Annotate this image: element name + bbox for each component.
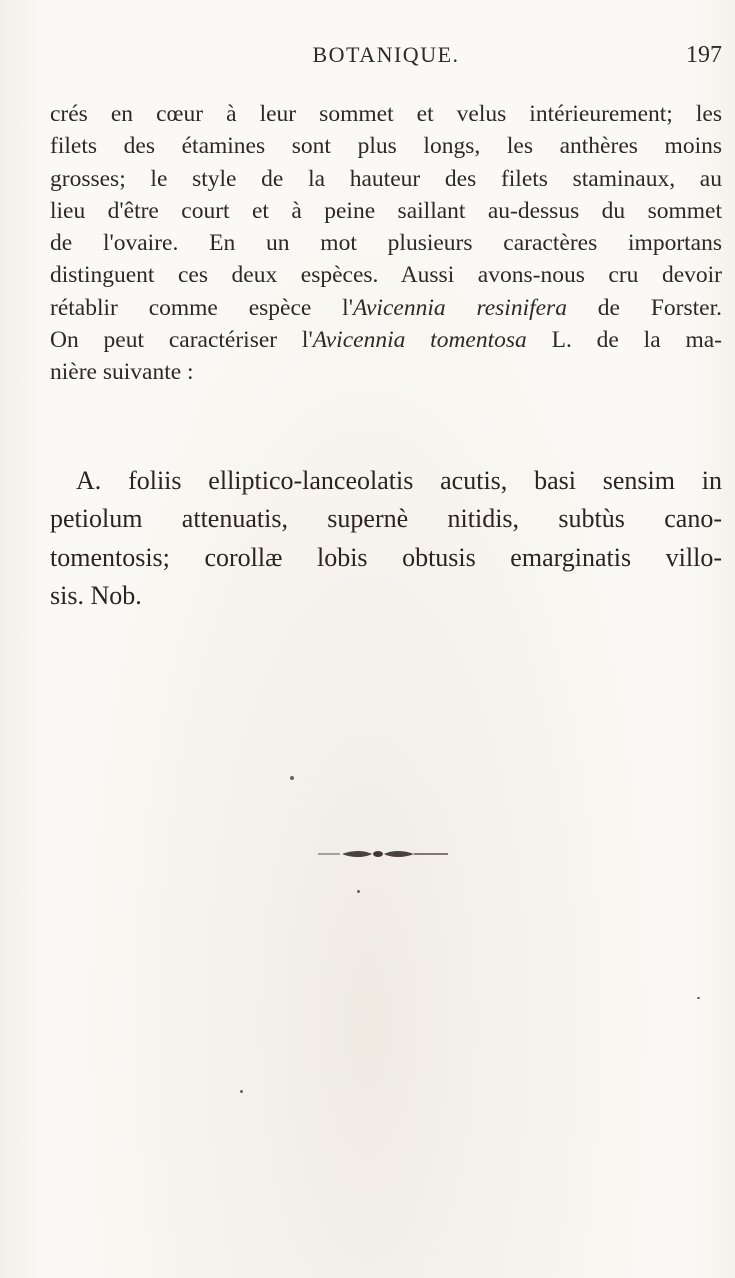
diagnosis-line: tomentosis; corollæ lobis obtusis emarginatis villo- — [50, 542, 722, 572]
diagnosis-line: petiolum attenuatis, supernè nitidis, subtùs cano- — [50, 504, 722, 534]
section-end-ornament — [318, 847, 448, 861]
latin-diagnosis — [50, 462, 722, 615]
text-line: nière suivante : — [50, 359, 194, 386]
page-number: 197 — [686, 42, 722, 68]
species-name-italic: Avicennia resinifera — [352, 294, 567, 321]
paper-speck — [290, 776, 294, 780]
ornament-leaf-right — [384, 851, 414, 857]
paper-speck — [357, 890, 360, 893]
text-line — [50, 292, 722, 324]
text-segment: rétablir comme espèce l' — [50, 294, 353, 321]
paper-speck — [240, 1090, 243, 1093]
text-line: de l'ovaire. En un mot plusieurs caractères importans — [50, 230, 722, 257]
text-line: distinguent ces deux espèces. Aussi avons-nous cru devoir — [50, 262, 722, 289]
paragraph — [50, 98, 722, 389]
text-segment: On peut caractériser l' — [50, 327, 313, 354]
ornament-leaf-left — [342, 851, 372, 857]
page-header — [50, 42, 722, 72]
paper-speck — [697, 997, 700, 999]
species-name-italic: Avicennia tomentosa — [312, 327, 527, 354]
text-segment: L. de la ma- — [526, 327, 722, 354]
text-line — [50, 324, 722, 356]
diagnosis-line: sis. Nob. — [50, 580, 142, 610]
text-line: grosses; le style de la hauteur des filets staminaux, au — [50, 165, 722, 192]
text-line: crés en cœur à leur sommet et velus intérieurement; les — [50, 101, 722, 127]
text-line: filets des étamines sont plus longs, les anthères moins — [50, 133, 722, 160]
ornament-center — [373, 851, 383, 857]
running-title: BOTANIQUE. — [312, 42, 460, 67]
text-line: lieu d'être court et à peine saillant au-dessus du sommet — [50, 197, 722, 224]
diagnosis-line: A. foliis elliptico-lanceolatis acutis, basi sensim in — [76, 466, 722, 495]
text-segment: de Forster. — [566, 294, 722, 321]
